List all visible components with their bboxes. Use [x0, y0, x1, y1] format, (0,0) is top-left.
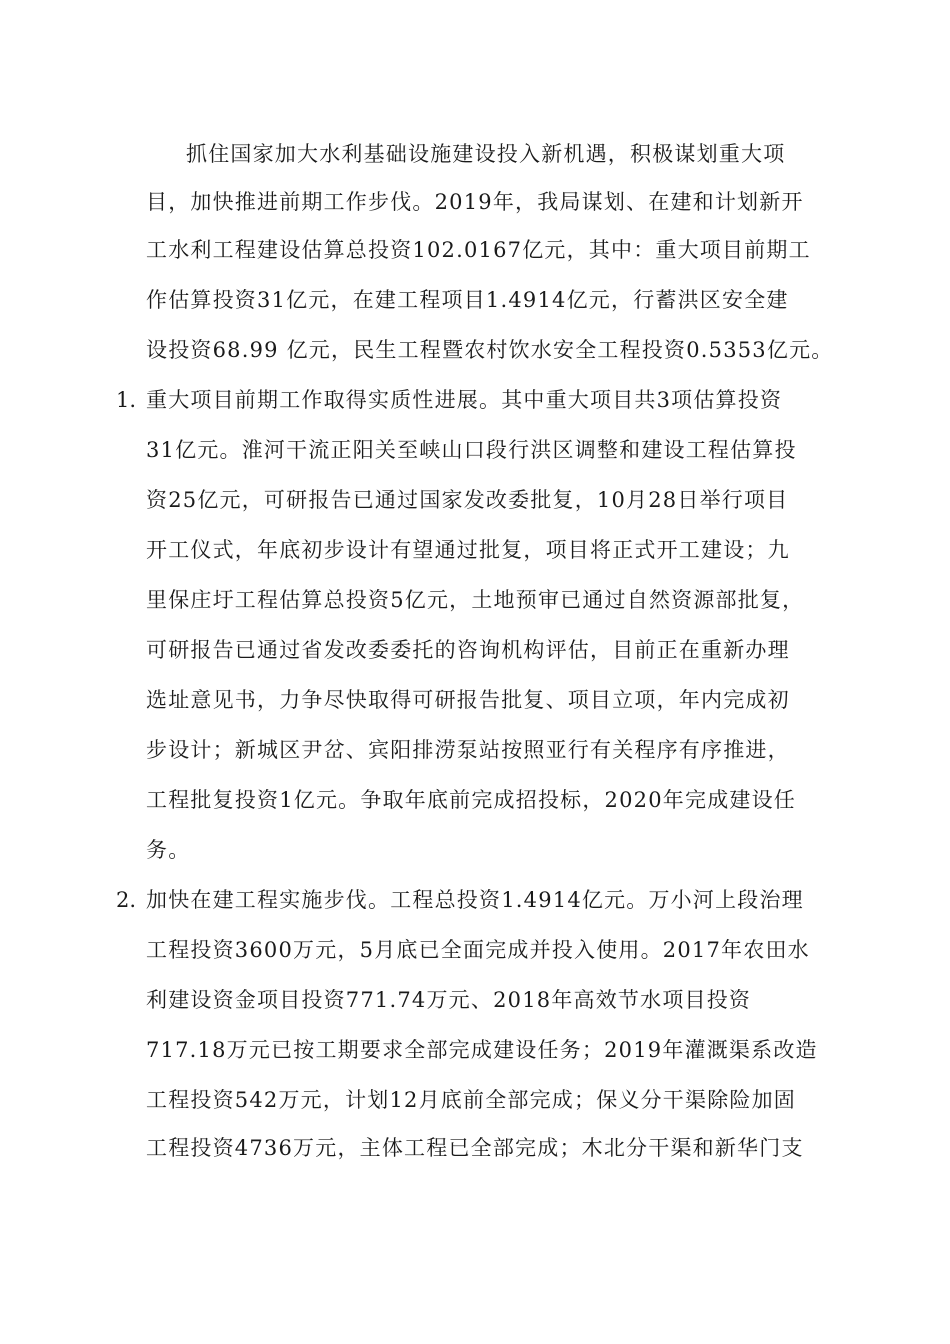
item-1-line-4: 开工仪式，年底初步设计有望通过批复，项目将正式开工建设；九	[146, 538, 790, 562]
item-1-line-6: 可研报告已通过省发改委委托的咨询机构评估，目前正在重新办理	[146, 638, 790, 662]
intro-line-1: 抓住国家加大水利基础设施建设投入新机遇，积极谋划重大项	[186, 142, 786, 166]
intro-line-2: 目，加快推进前期工作步伐。2019年，我局谋划、在建和计划新开	[146, 190, 804, 214]
item-1-line-2: 31亿元。淮河干流正阳关至峡山口段行洪区调整和建设工程估算投	[146, 438, 797, 462]
item-2-line-5: 工程投资542万元，计划12月底前全部完成；保义分干渠除险加固	[146, 1088, 797, 1112]
item-1-line-10: 务。	[146, 838, 191, 862]
intro-line-5: 设投资68.99 亿元，民生工程暨农村饮水安全工程投资0.5353亿元。	[146, 338, 834, 362]
intro-line-4: 作估算投资31亿元，在建工程项目1.4914亿元，行蓄洪区安全建	[146, 288, 789, 312]
intro-line-3: 工水利工程建设估算总投资102.0167亿元，其中：重大项目前期工	[146, 238, 811, 262]
item-1-line-7: 选址意见书，力争尽快取得可研报告批复、项目立项，年内完成初	[146, 688, 790, 712]
item-2-line-6: 工程投资4736万元，主体工程已全部完成；木北分干渠和新华门支	[146, 1136, 804, 1160]
item-2-line-3: 利建设资金项目投资771.74万元、2018年高效节水项目投资	[146, 988, 752, 1012]
item-2-line-1: 加快在建工程实施步伐。工程总投资1.4914亿元。万小河上段治理	[146, 888, 804, 912]
item-2-line-4: 717.18万元已按工期要求全部完成建设任务；2019年灌溉渠系改造	[146, 1038, 818, 1062]
item-2-line-2: 工程投资3600万元，5月底已全面完成并投入使用。2017年农田水	[146, 938, 810, 962]
item-1-line-1: 重大项目前期工作取得实质性进展。其中重大项目共3项估算投资	[146, 388, 783, 412]
item-1-number: 1.	[116, 388, 137, 412]
item-2-number: 2.	[116, 888, 137, 912]
item-1-line-5: 里保庄圩工程估算总投资5亿元，土地预审已通过自然资源部批复，	[146, 588, 805, 612]
item-1-line-9: 工程批复投资1亿元。争取年底前完成招投标，2020年完成建设任	[146, 788, 797, 812]
item-1-line-8: 步设计；新城区尹岔、宾阳排涝泵站按照亚行有关程序有序推进，	[146, 738, 790, 762]
item-1-line-3: 资25亿元，可研报告已通过国家发改委批复，10月28日举行项目	[146, 488, 789, 512]
